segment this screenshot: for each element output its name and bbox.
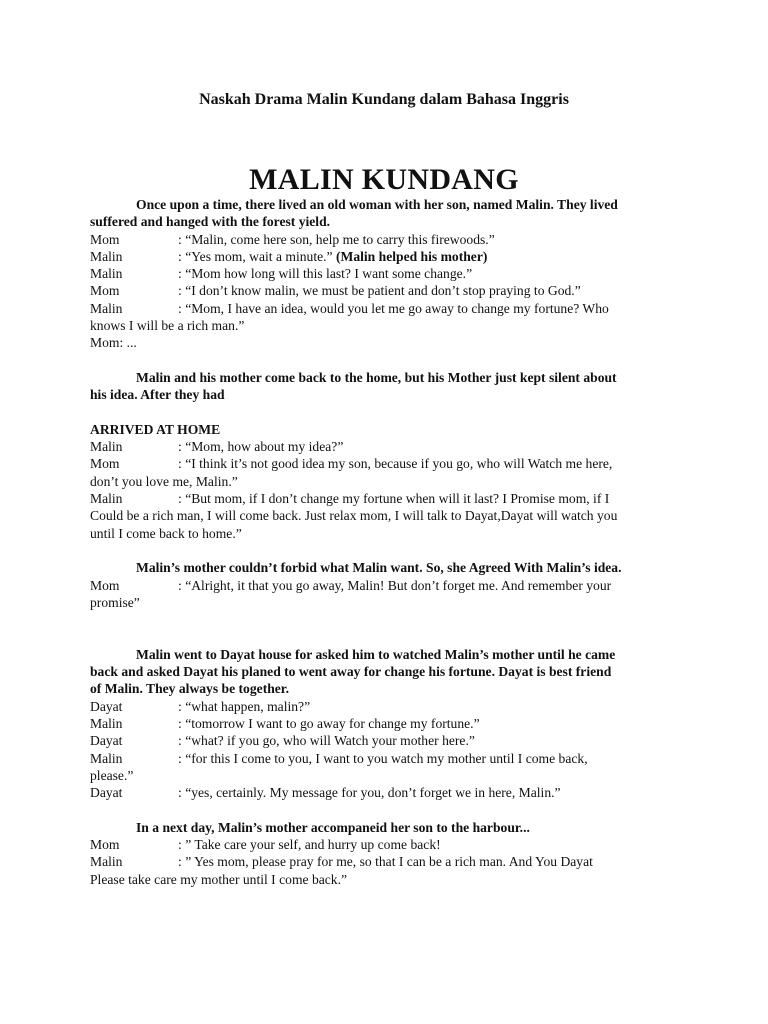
speaker: Mom: [90, 577, 120, 593]
dialogue-text: “what happen, malin?”: [185, 698, 311, 714]
colon: :: [178, 785, 186, 801]
speaker: Mom: [90, 283, 120, 299]
narration: Malin went to Dayat house for asked him to watched Malin’s mother until he came: [136, 646, 616, 662]
speaker: Malin: [90, 300, 123, 316]
colon: :: [178, 231, 186, 247]
dialogue-text: “yes, certainly. My message for you, don’t forget we in here, Malin.”: [185, 785, 561, 801]
speaker: Mom: [90, 836, 120, 852]
dialogue-text: “Mom, I have an idea, would you let me go away to change my fortune? Who: [185, 300, 609, 316]
dialogue-continuation: until I come back to home.”: [90, 525, 242, 541]
dialogue-line: [90, 715, 700, 732]
dialogue-continuation: Could be a rich man, I will come back. Just relax mom, I will talk to Dayat,Dayat will watch you: [90, 508, 618, 524]
dialogue-line: [90, 853, 700, 870]
narration: Malin and his mother come back to the home, but his Mother just kept silent about: [136, 369, 617, 385]
speaker: Malin: [90, 715, 123, 731]
speaker: Mom: [90, 456, 120, 472]
colon: :: [178, 300, 186, 316]
colon: :: [178, 577, 186, 593]
dialogue-line: [90, 784, 700, 801]
colon: :: [178, 698, 186, 714]
dialogue-text: “what? if you go, who will Watch your mother here.”: [185, 733, 475, 749]
narration: of Malin. They always be together.: [90, 681, 289, 697]
stage-direction: (Malin helped his mother): [335, 248, 488, 264]
colon: :: [178, 715, 186, 731]
dialogue-line: [90, 438, 700, 455]
speaker: Malin: [90, 854, 123, 870]
dialogue-line: [90, 248, 700, 265]
speaker: Mom: [90, 231, 120, 247]
dialogue-line: Mom: ...: [90, 335, 137, 351]
dialogue-text: “Yes mom, wait a minute.”: [185, 248, 336, 264]
dialogue-line: [90, 836, 700, 853]
colon: :: [178, 439, 186, 455]
dialogue-line: [90, 732, 700, 749]
dialogue-continuation: Please take care my mother until I come back.”: [90, 871, 348, 887]
speaker: Dayat: [90, 733, 123, 749]
dialogue-line: [90, 265, 700, 282]
narration: Malin’s mother couldn’t forbid what Malin want. So, she Agreed With Malin’s idea.: [136, 560, 622, 576]
speaker: Malin: [90, 491, 123, 507]
dialogue-text: “tomorrow I want to go away for change my fortune.”: [185, 715, 480, 731]
dialogue-continuation: don’t you love me, Malin.”: [90, 473, 238, 489]
colon: :: [178, 248, 186, 264]
speaker: Malin: [90, 750, 123, 766]
colon: :: [178, 491, 186, 507]
dialogue-line: [90, 455, 700, 472]
dialogue-text: “Malin, come here son, help me to carry this firewoods.”: [185, 231, 495, 247]
colon: :: [178, 733, 186, 749]
speaker: Malin: [90, 439, 123, 455]
dialogue-text: “Alright, it that you go away, Malin! But don’t forget me. And remember your: [185, 577, 612, 593]
colon: :: [178, 283, 186, 299]
narration: suffered and hanged with the forest yield.: [90, 214, 331, 230]
speaker: Malin: [90, 248, 123, 264]
colon: :: [178, 854, 186, 870]
dialogue-line: [90, 698, 700, 715]
colon: :: [178, 836, 186, 852]
dialogue-continuation: knows I will be a rich man.”: [90, 318, 245, 334]
colon: :: [178, 750, 186, 766]
speaker: Dayat: [90, 698, 123, 714]
colon: :: [178, 456, 186, 472]
dialogue-text: “Mom, how about my idea?”: [185, 439, 344, 455]
dialogue-line: [90, 282, 700, 299]
dialogue-line: [90, 300, 700, 317]
dialogue-line: [90, 750, 700, 767]
dialogue-text: “for this I come to you, I want to you watch my mother until I come back,: [185, 750, 588, 766]
narration: Once upon a time, there lived an old woman with her son, named Malin. They lived: [136, 197, 618, 212]
dialogue-line: [90, 231, 700, 248]
dialogue-continuation: promise”: [90, 594, 140, 610]
document-title: MALIN KUNDANG: [249, 163, 519, 196]
narration: In a next day, Malin’s mother accompaneid her son to the harbour...: [136, 819, 530, 835]
dialogue-line: [90, 490, 700, 507]
dialogue-line: [90, 577, 700, 594]
colon: :: [178, 266, 186, 282]
dialogue-text: “I don’t know malin, we must be patient and don’t stop praying to God.”: [185, 283, 581, 299]
dialogue-continuation: please.”: [90, 767, 134, 783]
document-subtitle: Naskah Drama Malin Kundang dalam Bahasa Inggris: [199, 91, 569, 108]
dialogue-text: “I think it’s not good idea my son, because if you go, who will Watch me here,: [185, 456, 613, 472]
speaker: Malin: [90, 266, 123, 282]
script-body: [90, 196, 700, 888]
dialogue-text: “Mom how long will this last? I want some change.”: [185, 266, 473, 282]
speaker: Dayat: [90, 785, 123, 801]
dialogue-text: ” Take care your self, and hurry up come back!: [185, 836, 441, 852]
scene-heading: ARRIVED AT HOME: [90, 421, 221, 437]
narration: back and asked Dayat his planed to went away for change his fortune. Dayat is best friend: [90, 664, 612, 680]
dialogue-text: “But mom, if I don’t change my fortune when will it last? I Promise mom, if I: [185, 491, 610, 507]
narration: his idea. After they had: [90, 387, 225, 403]
dialogue-text: ” Yes mom, please pray for me, so that I can be a rich man. And You Dayat: [185, 854, 593, 870]
